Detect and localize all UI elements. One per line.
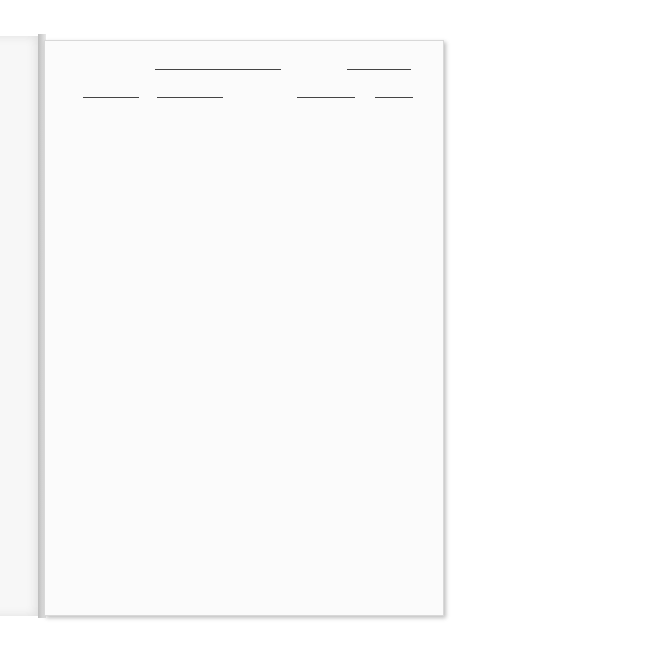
col-header-document bbox=[85, 111, 123, 114]
col-header-control bbox=[343, 109, 413, 110]
col-header-out bbox=[257, 115, 297, 122]
nomenclator-line bbox=[347, 69, 411, 70]
left-page bbox=[0, 36, 43, 616]
shelf-line bbox=[83, 97, 139, 98]
rack-line bbox=[157, 97, 223, 98]
unit-line bbox=[297, 97, 355, 98]
col-header-stock bbox=[299, 115, 341, 122]
ledger-page bbox=[44, 40, 444, 616]
price-line bbox=[375, 97, 413, 98]
col-header-in bbox=[215, 115, 255, 122]
material-name-line bbox=[155, 69, 281, 70]
ledger-table bbox=[61, 111, 413, 581]
col-header-party bbox=[125, 111, 213, 118]
col-header-date bbox=[61, 115, 83, 122]
